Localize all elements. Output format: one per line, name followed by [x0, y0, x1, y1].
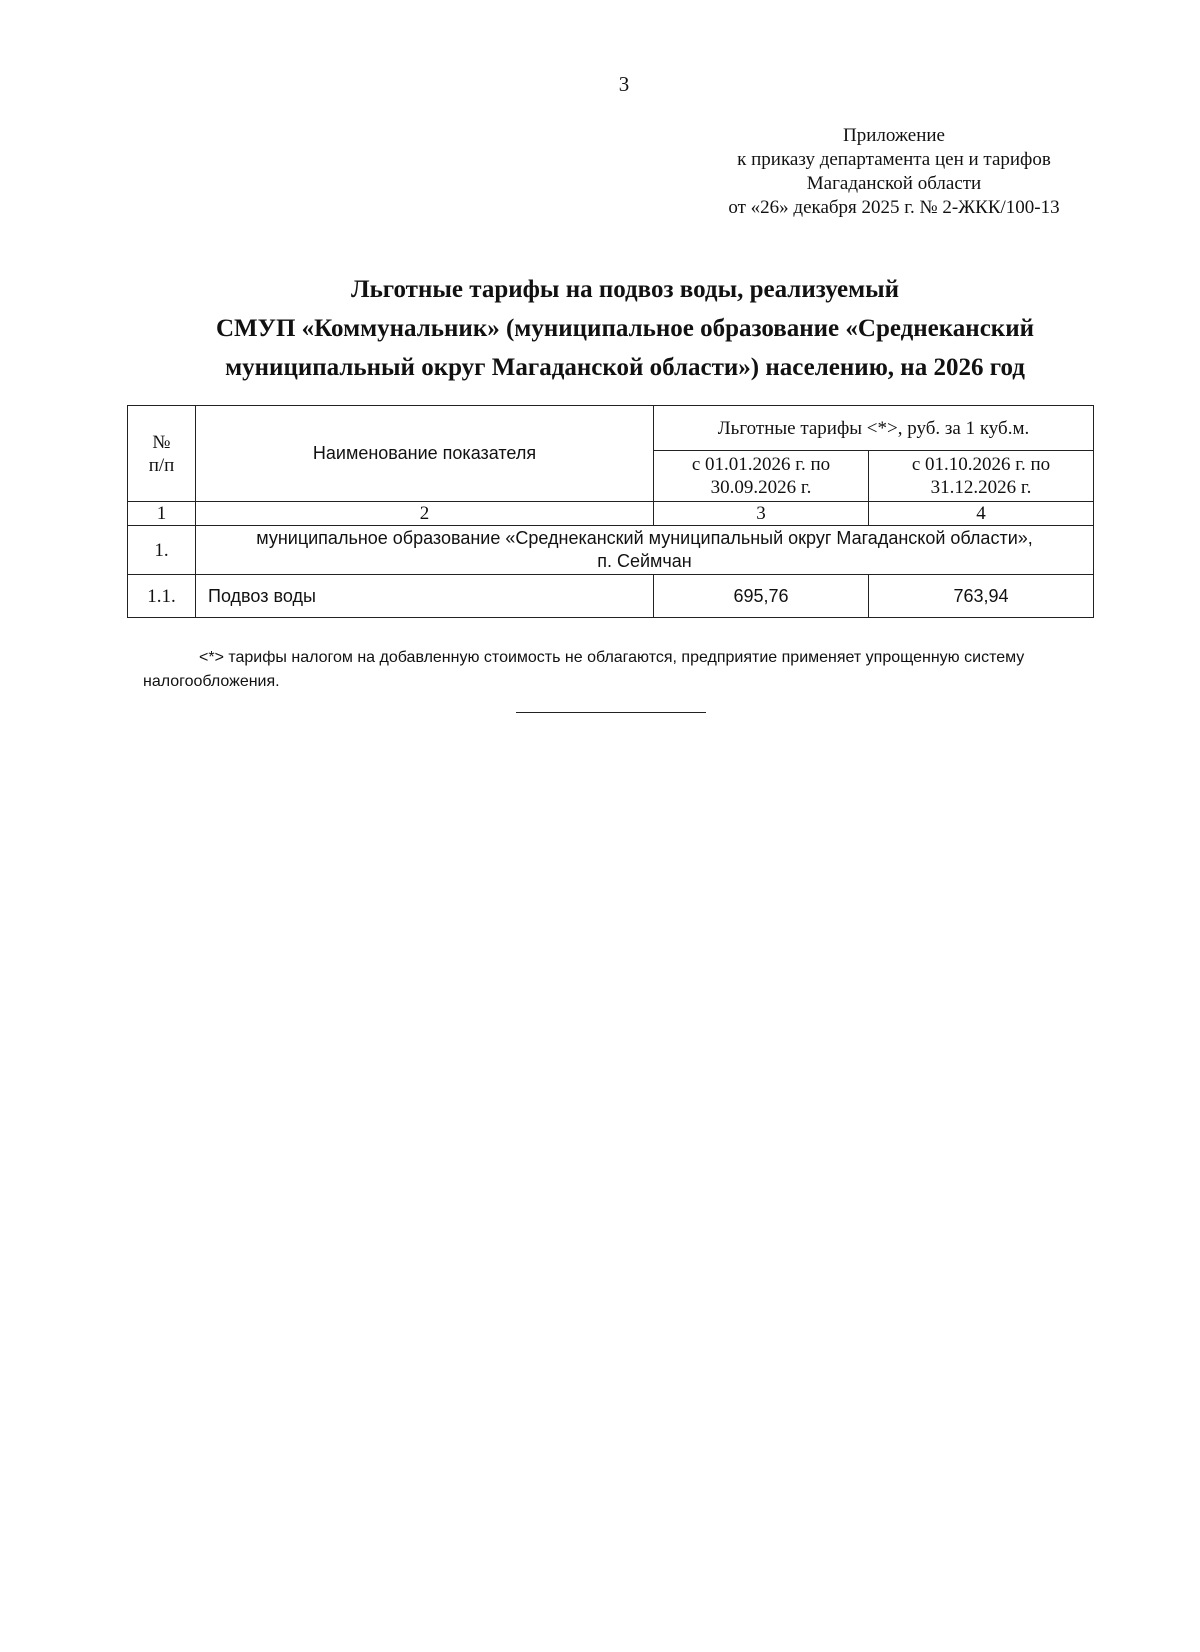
- table-group-row: [128, 526, 1094, 575]
- appendix-region: Магаданской области: [806, 173, 982, 194]
- tariff-table: [127, 405, 1094, 618]
- appendix-order-date-number: от «26» декабря 2025 г. № 2-ЖКК/100-13: [728, 197, 1060, 218]
- header-indicator-cell: Наименование показателя: [196, 406, 654, 502]
- row-period2-value: 763,94: [869, 575, 1094, 618]
- header-period2-cell: [869, 451, 1094, 502]
- end-divider: [516, 712, 706, 713]
- group-name-line: муниципальное образование «Среднеканский муниципальный округ Магаданской области»,: [256, 528, 1033, 548]
- group-name-line: п. Сеймчан: [597, 551, 692, 571]
- table-header-row: [128, 406, 1094, 451]
- appendix-order-reference: к приказу департамента цен и тарифов: [737, 149, 1051, 170]
- row-name-cell: Подвоз воды: [196, 575, 654, 618]
- column-number-cell: 4: [869, 502, 1094, 526]
- row-number-cell: 1.1.: [128, 575, 196, 618]
- group-name-cell: [196, 526, 1094, 575]
- header-number-cell: [128, 406, 196, 502]
- column-number-cell: 1: [128, 502, 196, 526]
- header-period2-start: с 01.10.2026 г. по: [911, 454, 1051, 475]
- row-period1-value: 695,76: [654, 575, 869, 618]
- header-period1-cell: [654, 451, 869, 502]
- document-title: [120, 270, 1130, 387]
- column-number-row: [128, 502, 1094, 526]
- appendix-header: [690, 124, 1098, 220]
- header-period1-end: 30.09.2026 г.: [710, 477, 812, 498]
- header-number-symbol: №: [152, 431, 171, 453]
- header-period1-start: с 01.01.2026 г. по: [691, 454, 831, 475]
- header-tariffs-group-cell: Льготные тарифы <*>, руб. за 1 куб.м.: [654, 406, 1094, 451]
- header-number-label: п/п: [148, 454, 175, 476]
- header-period2-end: 31.12.2026 г.: [930, 477, 1032, 498]
- footnote: <*> тарифы налогом на добавленную стоимость не облагаются, предприятие применяет упрощенную систему налогообложения.: [143, 649, 1025, 690]
- document-title-line: Льготные тарифы на подвоз воды, реализуемый: [350, 276, 900, 303]
- group-number-cell: 1.: [128, 526, 196, 575]
- document-title-line: муниципальный округ Магаданской области») населению, на 2026 год: [225, 354, 1025, 381]
- page-number: 3: [618, 72, 630, 96]
- table-row: [128, 575, 1094, 618]
- column-number-cell: 2: [196, 502, 654, 526]
- document-title-line: СМУП «Коммунальник» (муниципальное образование «Среднеканский: [215, 315, 1035, 342]
- appendix-label: Приложение: [843, 125, 945, 146]
- column-number-cell: 3: [654, 502, 869, 526]
